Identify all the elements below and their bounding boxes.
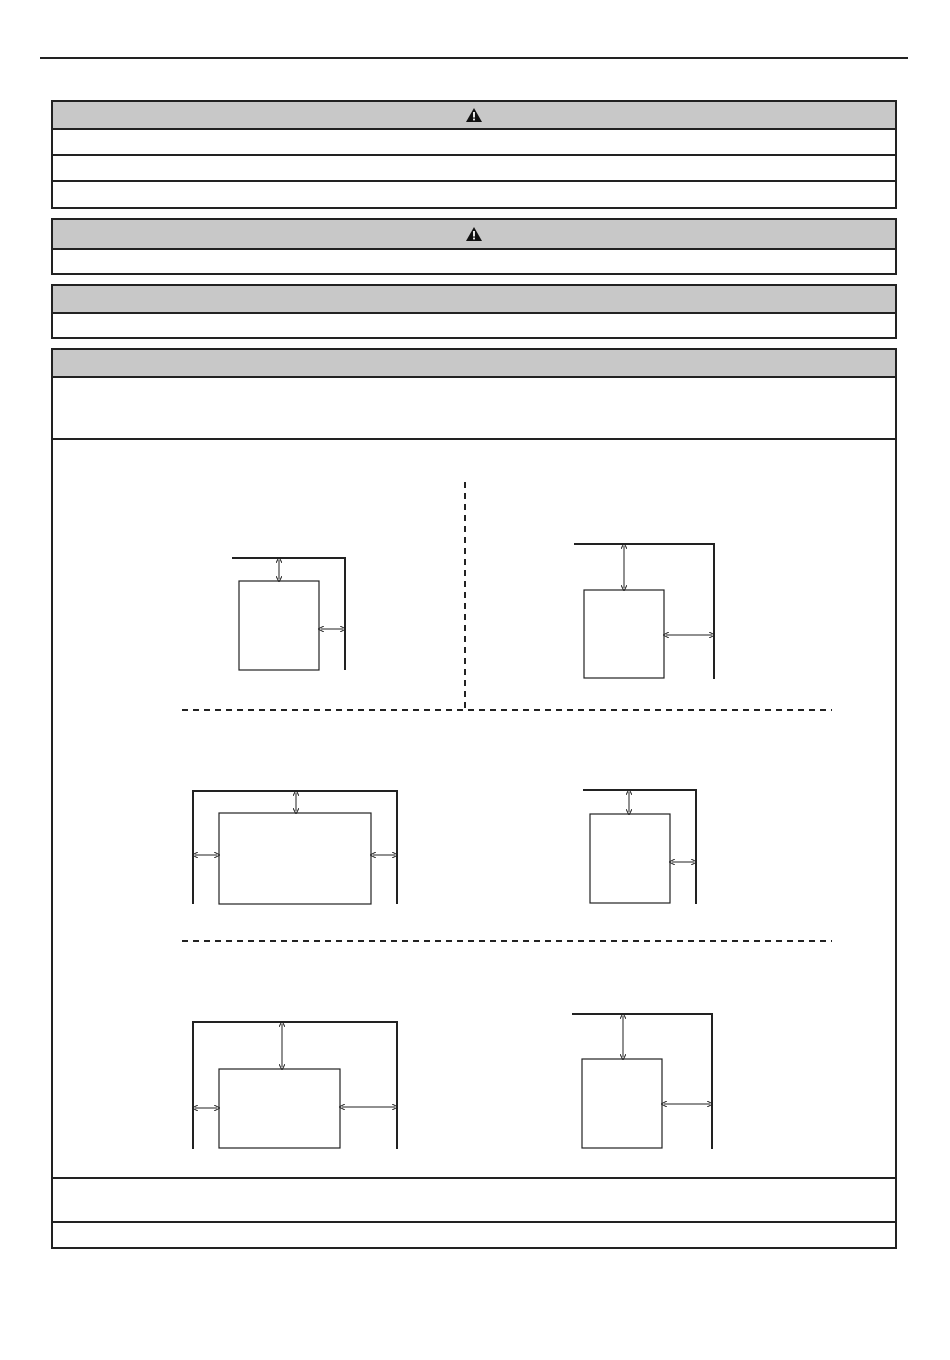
clearance-diagram-4 [583, 790, 696, 904]
clearance-diagram-5 [193, 1022, 397, 1149]
clearance-diagram-1 [232, 558, 345, 670]
clearance-diagram-3 [193, 791, 397, 904]
clearance-diagram-6 [572, 1014, 712, 1149]
clearance-diagram-2 [574, 544, 714, 679]
